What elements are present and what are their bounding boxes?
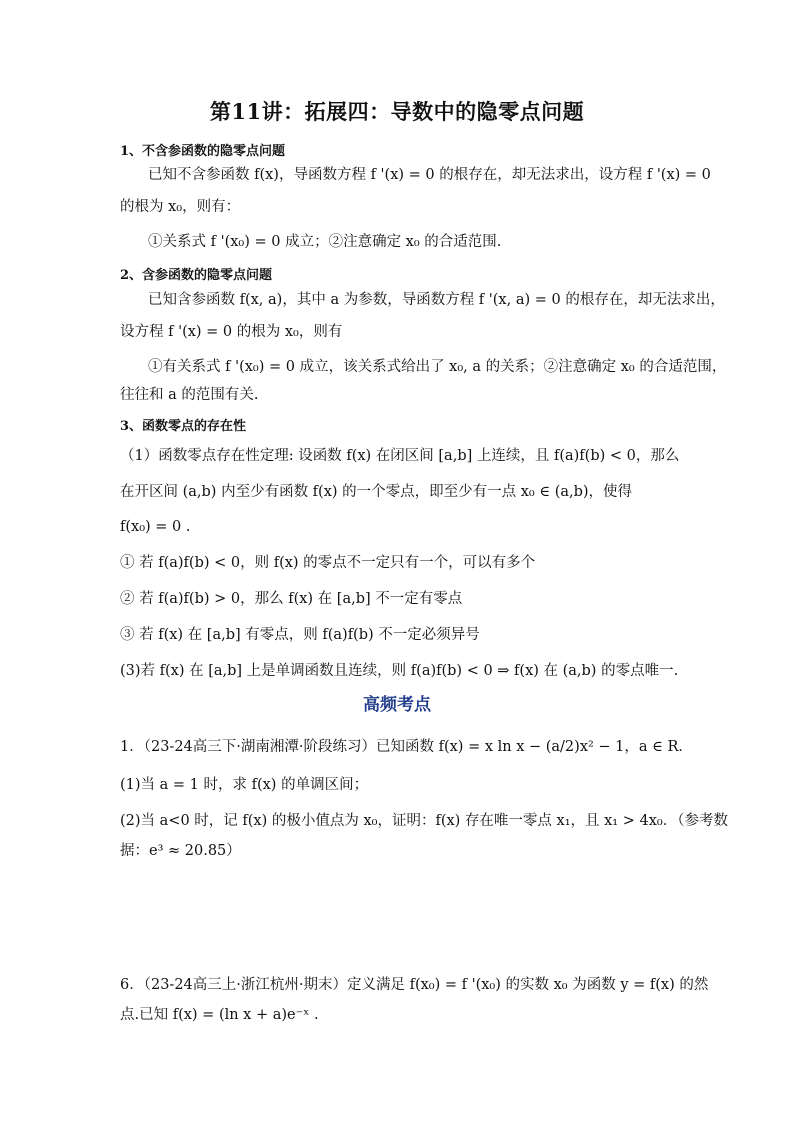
problem-1-line-1: 1．（23-24高三下·湖南湘潭·阶段练习）已知函数 f(x) = x ln x − (a/2)x² − 1，a ∈ R． (120, 739, 693, 755)
problem-1-part-2: (2)当 a<0 时，记 f(x) 的极小值点为 x₀，证明：f(x) 存在唯一零点 x₁，且 x₁ > 4x₀．（参考数 (120, 813, 728, 829)
page-title: 第11讲：拓展四：导数中的隐零点问题 (209, 99, 585, 124)
section-1-line-1: 已知不含参函数 f(x)，导函数方程 f '(x) = 0 的根存在，却无法求出，设方程 f '(x) = 0 (148, 167, 711, 183)
section-1-heading: 1、不含参函数的隐零点问题 (120, 144, 286, 159)
section-2-line-4: 往往和 a 的范围有关. (120, 387, 259, 403)
section-2-line-2: 设方程 f '(x) = 0 的根为 x₀，则有 (120, 324, 343, 340)
section-3-heading: 3、函数零点的存在性 (120, 419, 247, 434)
section-1-line-2: 的根为 x₀，则有： (120, 199, 241, 215)
section-2-line-1: 已知含参函数 f(x, a)，其中 a 为参数，导函数方程 f '(x, a) = 0 的根存在，却无法求出， (148, 292, 725, 308)
section-3-item-4: (3)若 f(x) 在 [a,b] 上是单调函数且连续，则 f(a)f(b) < 0 ⇒ f(x) 在 (a,b) 的零点唯一. (120, 663, 679, 679)
section-2-heading: 2、含参函数的隐零点问题 (120, 268, 273, 283)
section-3-item-1: ① 若 f(a)f(b) < 0，则 f(x) 的零点不一定只有一个，可以有多个 (120, 555, 536, 571)
high-frequency-heading: 高频考点 (363, 695, 431, 715)
section-3-item-2: ② 若 f(a)f(b) > 0，那么 f(x) 在 [a,b] 不一定有零点 (120, 591, 463, 607)
problem-1-part-2-cont: 据：e³ ≈ 20.85） (120, 843, 241, 859)
problem-6-line-1: 6．（23-24高三上·浙江杭州·期末）定义满足 f(x₀) = f '(x₀) 的实数 x₀ 为函数 y = f(x) 的然 (120, 977, 709, 993)
problem-6-line-2: 点.已知 f(x) = (ln x + a)e⁻ˣ . (120, 1007, 319, 1023)
section-2-line-3: ①有关系式 f '(x₀) = 0 成立，该关系式给出了 x₀, a 的关系；②注意确定 x₀ 的合适范围， (148, 359, 727, 375)
section-3-item-3: ③ 若 f(x) 在 [a,b] 有零点，则 f(a)f(b) 不一定必须异号 (120, 627, 480, 643)
section-3-line-2: 在开区间 (a,b) 内至少有函数 f(x) 的一个零点，即至少有一点 x₀ ∈ (a,b)，使得 (120, 484, 633, 500)
section-3-line-3: f(x₀) = 0 . (120, 519, 191, 535)
section-1-line-3: ①关系式 f '(x₀) = 0 成立；②注意确定 x₀ 的合适范围. (148, 234, 502, 250)
section-3-line-1: （1）函数零点存在性定理: 设函数 f(x) 在闭区间 [a,b] 上连续，且 f(a)f(b) < 0，那么 (120, 448, 680, 464)
problem-1-part-1: (1)当 a = 1 时，求 f(x) 的单调区间； (120, 777, 369, 793)
